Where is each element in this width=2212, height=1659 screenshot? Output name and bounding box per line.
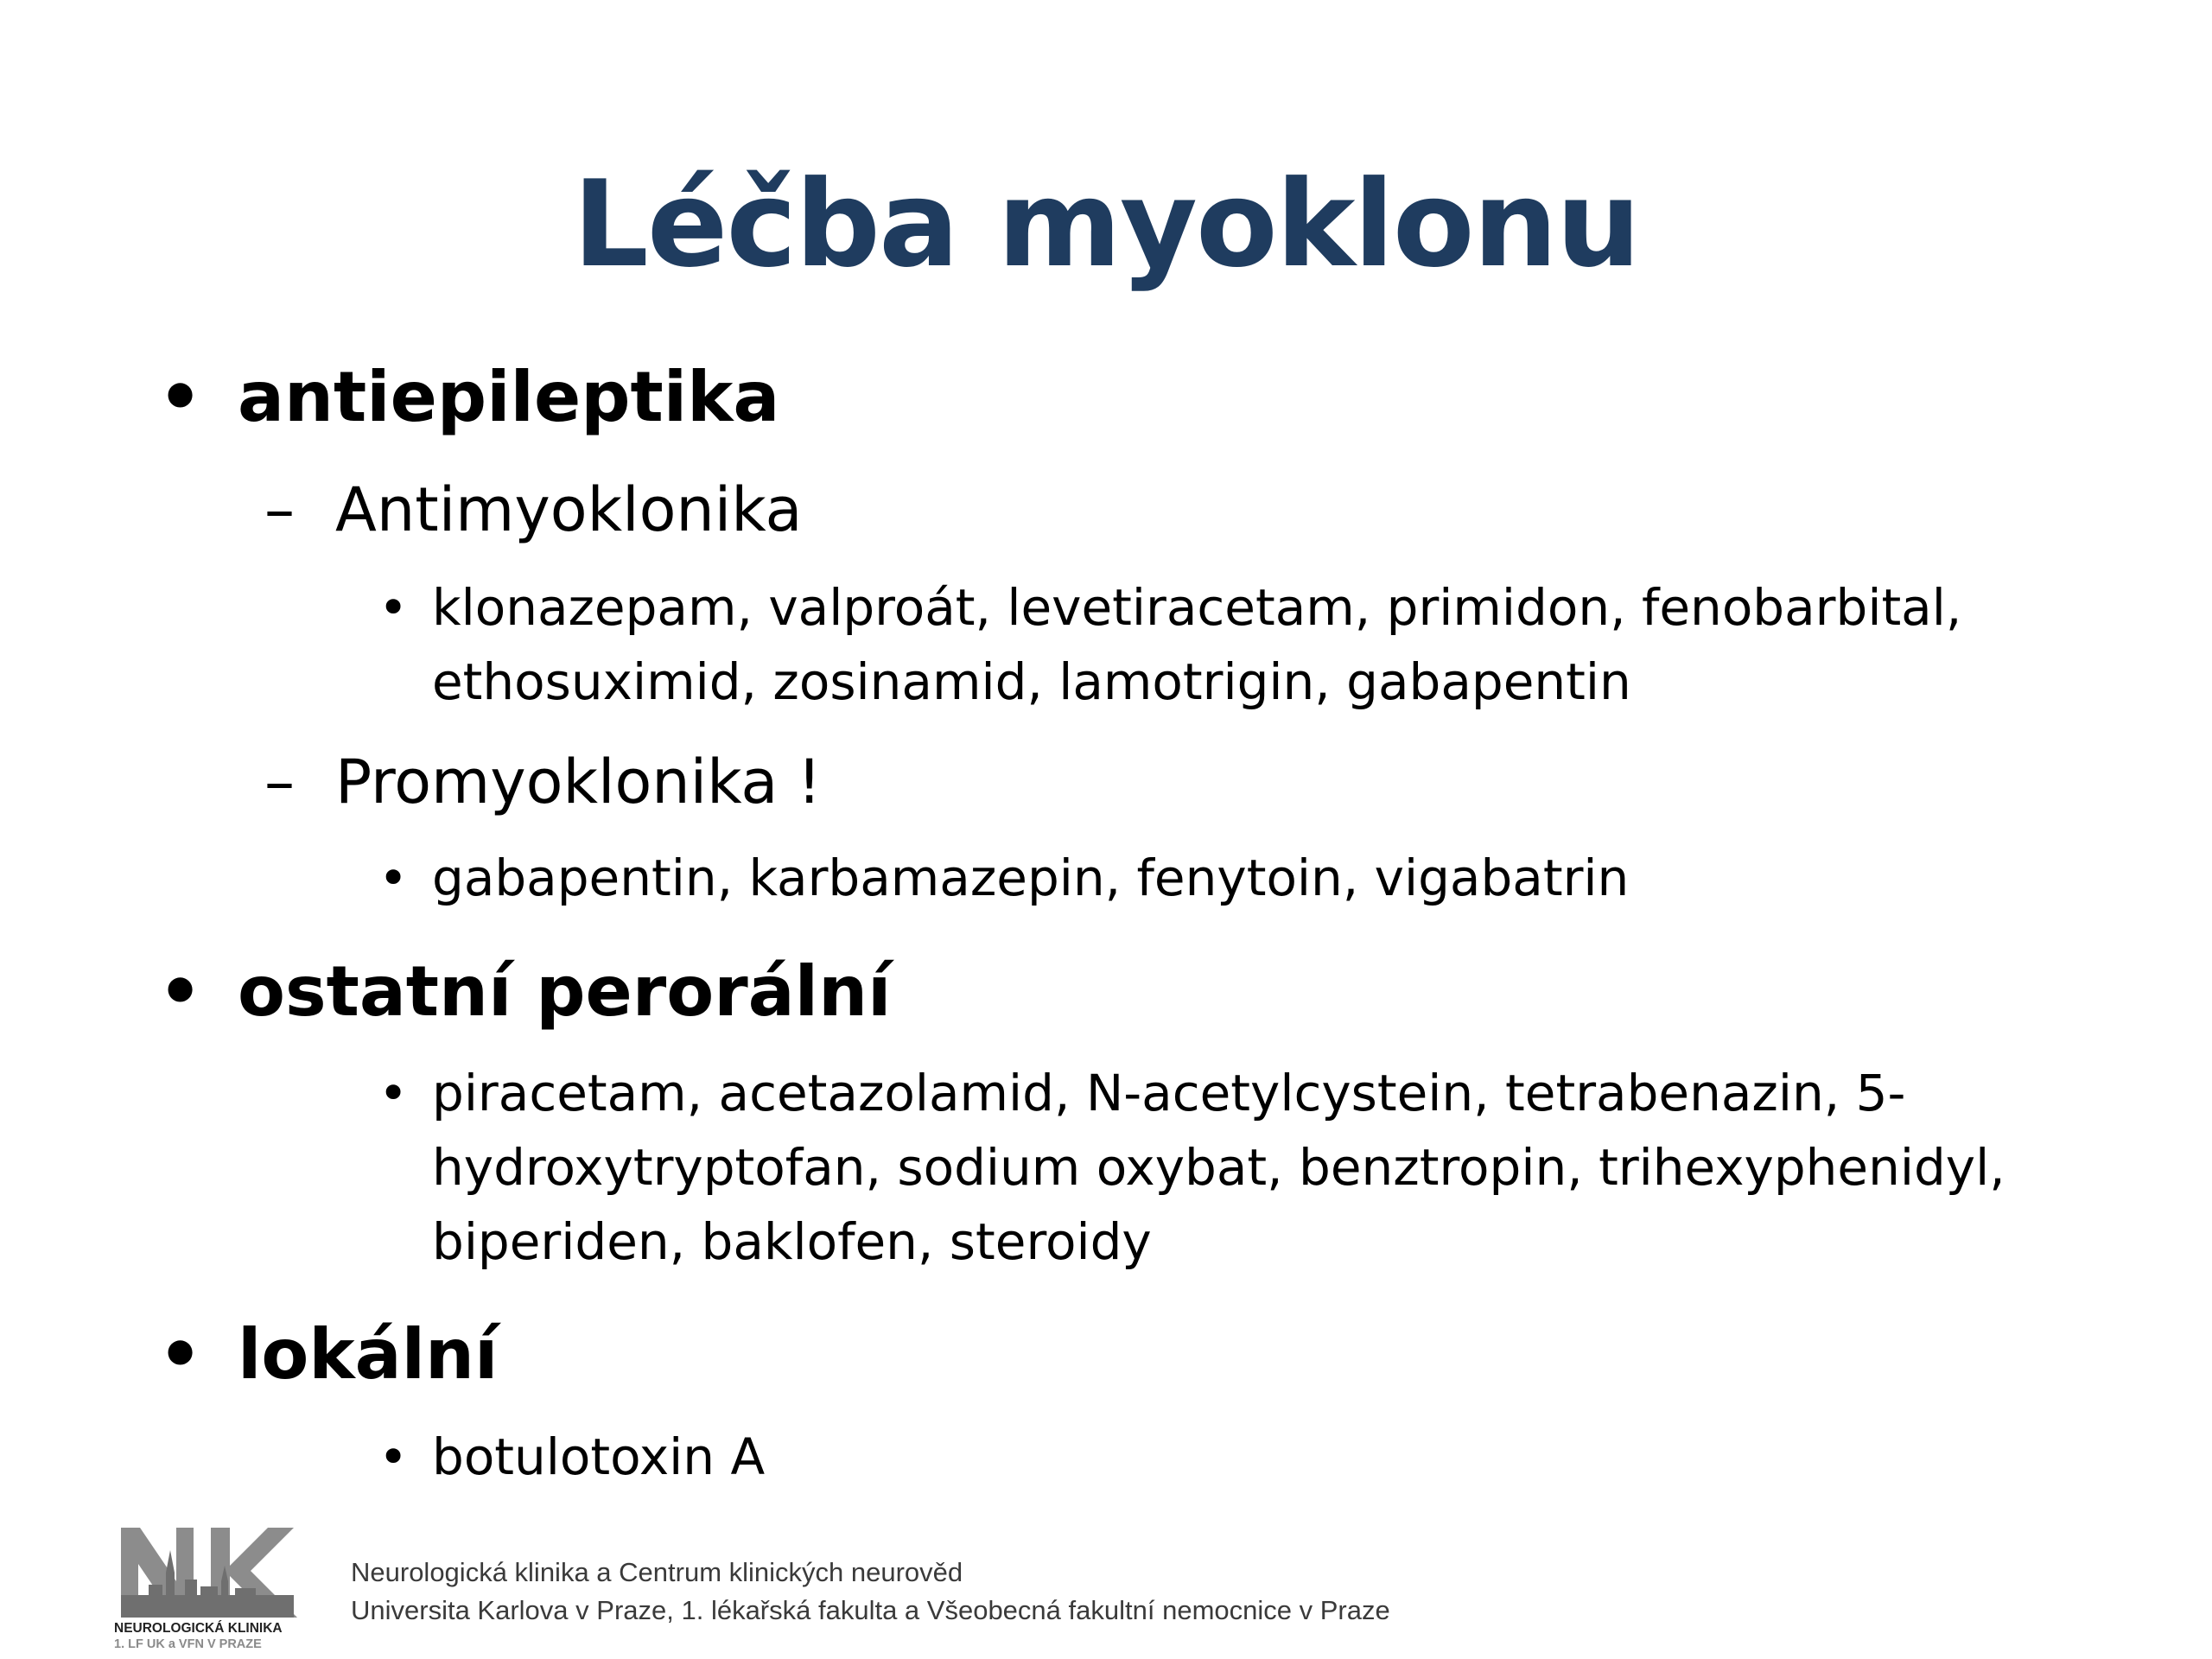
bullet-icon: • [378, 1064, 409, 1122]
section-heading-lokalni [158, 1312, 499, 1398]
footer-line1: Neurologická klinika a Centrum klinických neurověd [351, 1557, 963, 1587]
list-item-lokalni-drugs [378, 1420, 2056, 1494]
bullet-icon: • [378, 1427, 409, 1486]
subsection-heading-promyoklonika [264, 743, 822, 821]
subsection-heading-text: Promyoklonika ! [335, 747, 822, 817]
section-heading-antiepileptika [158, 354, 780, 441]
footer-text [351, 1554, 1390, 1630]
list-item-text: klonazepam, valproát, levetiracetam, primidon, fenobarbital, ethosuximid, zosinamid, lamotrigin, gabapentin [432, 578, 1962, 711]
subsection-heading-antimyoklonika [264, 471, 803, 549]
bullet-icon: • [158, 1314, 203, 1395]
subsection-heading-text: Antimyoklonika [335, 474, 803, 545]
section-heading-text: antiepileptika [238, 357, 780, 437]
dash-icon: – [264, 474, 295, 545]
dash-icon: – [264, 747, 295, 817]
bullet-icon: • [158, 951, 203, 1032]
section-heading-text: ostatní perorální [238, 951, 892, 1032]
logo-caption-line1: NEUROLOGICKÁ KLINIKA [114, 1621, 283, 1636]
list-item-text: botulotoxin A [432, 1427, 766, 1486]
section-heading-ostatni-peroralni [158, 949, 892, 1035]
list-item-peroralni-drugs [378, 1056, 2056, 1279]
bullet-icon: • [378, 578, 409, 637]
list-item-promyoklonika-drugs [378, 841, 2056, 915]
list-item-text: gabapentin, karbamazepin, fenytoin, vigabatrin [432, 849, 1630, 907]
footer-line2: Universita Karlova v Praze, 1. lékařská fakulta a Všeobecná fakultní nemocnice v Praze [351, 1595, 1390, 1625]
section-heading-text: lokální [238, 1314, 499, 1395]
bullet-icon: • [158, 357, 203, 437]
list-item-antimyoklonika-drugs [378, 570, 2056, 719]
neurologicka-klinika-logo-icon [114, 1521, 308, 1659]
list-item-text: piracetam, acetazolamid, N-acetylcystein, tetrabenazin, 5-hydroxytryptofan, sodium oxybat, benztropin, trihexyphenidyl, biperiden, baklofen, steroidy [432, 1064, 2005, 1271]
slide-title: Léčba myoklonu [572, 155, 1640, 294]
logo-caption [114, 1621, 308, 1652]
footer [0, 1521, 2212, 1659]
bullet-icon: • [378, 849, 409, 907]
logo-caption-line2: 1. LF UK a VFN V PRAZE [114, 1637, 262, 1651]
